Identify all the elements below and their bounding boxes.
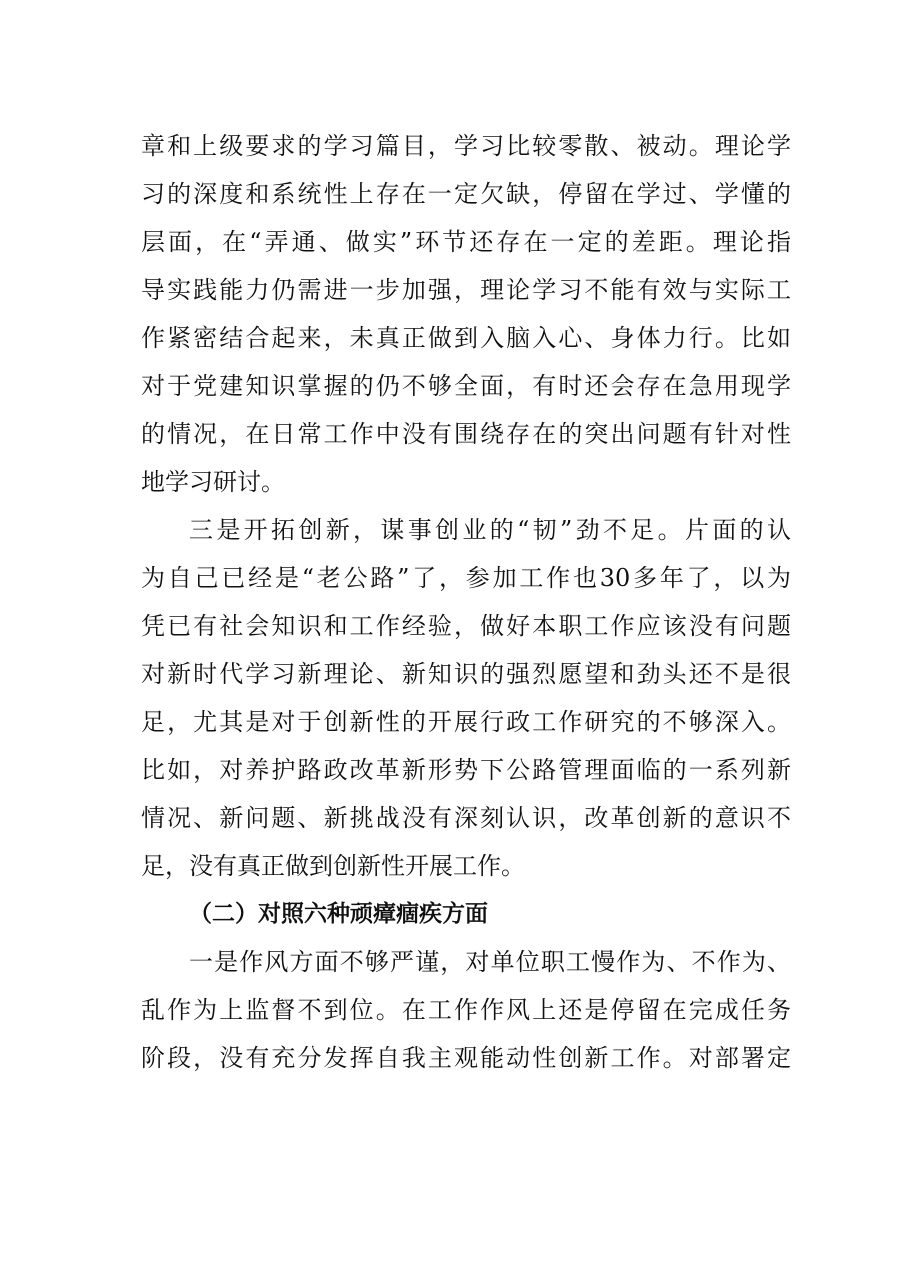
text-line: 对新时代学习新理论、新知识的强烈愿望和劲头还不是很 bbox=[141, 660, 791, 688]
paragraph-first-line: 一是作风方面不够严谨，对单位职工慢作为、不作为、 bbox=[189, 948, 791, 976]
text-line: 情况、新问题、新挑战没有深刻认识，改革创新的意识不 bbox=[141, 804, 791, 832]
text-line: 为自己已经是“老公路”了，参加工作也30多年了，以为 bbox=[141, 564, 791, 592]
text-line: 层面，在“弄通、做实”环节还存在一定的差距。理论指 bbox=[141, 228, 791, 256]
section-heading: （二）对照六种顽瘴痼疾方面 bbox=[189, 901, 488, 927]
text-line: 乱作为上监督不到位。在工作作风上还是停留在完成任务 bbox=[141, 996, 791, 1024]
text-line: 凭已有社会知识和工作经验，做好本职工作应该没有问题 bbox=[141, 612, 791, 640]
text-line: 对于党建知识掌握的仍不够全面，有时还会存在急用现学 bbox=[141, 372, 791, 400]
text-line: 比如，对养护路政改革新形势下公路管理面临的一系列新 bbox=[141, 756, 791, 784]
text-line: 习的深度和系统性上存在一定欠缺，停留在学过、学懂的 bbox=[141, 180, 791, 208]
text-line: 导实践能力仍需进一步加强，理论学习不能有效与实际工 bbox=[141, 276, 791, 304]
text-line: 的情况，在日常工作中没有围绕存在的突出问题有针对性 bbox=[141, 420, 791, 448]
text-line: 阶段，没有充分发挥自我主观能动性创新工作。对部署定 bbox=[141, 1044, 791, 1072]
text-line: 章和上级要求的学习篇目，学习比较零散、被动。理论学 bbox=[141, 132, 791, 160]
paragraph-first-line: 三是开拓创新，谋事创业的“韧”劲不足。片面的认 bbox=[189, 516, 791, 544]
text-line: 足，没有真正做到创新性开展工作。 bbox=[141, 852, 525, 880]
text-line: 地学习研讨。 bbox=[141, 468, 285, 496]
text-line: 足，尤其是对于创新性的开展行政工作研究的不够深入。 bbox=[141, 708, 791, 736]
text-line: 作紧密结合起来，未真正做到入脑入心、身体力行。比如 bbox=[141, 324, 791, 352]
